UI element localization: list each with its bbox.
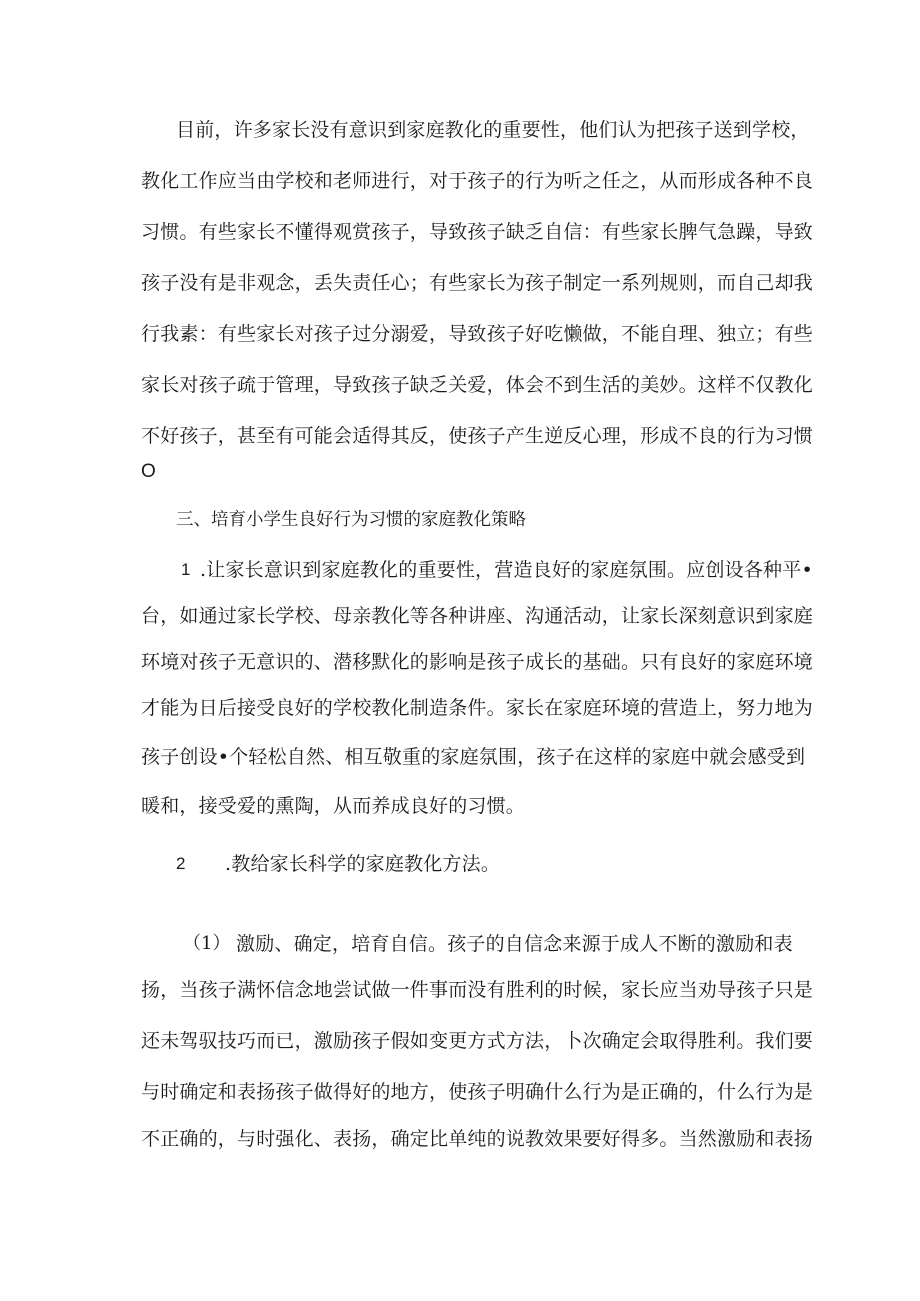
paragraph-line: 激励、确定，培育自信。孩子的自信念来源于成人不断的激励和表 — [236, 933, 793, 955]
item-text: .教给家长科学的家庭教化方法。 — [225, 853, 501, 875]
paragraph-line: 习惯。有些家长不懂得观赏孩子，导致孩子缺乏自信：有些家长脾气急躁，导致 — [141, 221, 814, 243]
paragraph-line: 不好孩子，甚至有可能会适得其反，使孩子产生逆反心理，形成不良的行为习惯 — [141, 425, 814, 447]
paragraph-line: 家长对孩子疏于管理，导致孩子缺乏关爱，体会不到生活的美妙。这样不仅教化 — [141, 374, 814, 396]
paragraph-line: 目前，许多家长没有意识到家庭教化的重要性，他们认为把孩子送到学校， — [176, 119, 810, 141]
paragraph-line: 教化工作应当由学校和老师进行，对于孩子的行为听之任之，从而形成各种不良 — [141, 170, 814, 192]
item-number: （1） — [183, 933, 231, 954]
item-number: 2 — [176, 854, 186, 873]
paragraph-line: 还未驾驭技巧而已，激励孩子假如变更方式方法，卜次确定会取得胜利。我们要 — [141, 1030, 814, 1052]
section-heading: 三、培育小学生良好行为习惯的家庭教化策略 — [176, 510, 526, 530]
paragraph-line: 台，如通过家长学校、母亲教化等各种讲座、沟通活动，让家长深刻意识到家庭 — [141, 605, 814, 627]
item-number: 1 — [181, 560, 191, 579]
paragraph-line: O — [141, 461, 156, 482]
paragraph-line: 不正确的，与时强化、表扬，确定比单纯的说教效果要好得多。当然激励和表扬 — [141, 1128, 814, 1150]
paragraph-line: 与时确定和表扬孩子做得好的地方，使孩子明确什么行为是正确的，什么行为是 — [141, 1081, 814, 1103]
paragraph-line: 扬，当孩子满怀信念地尝试做一件事而没有胜利的时候，家长应当劝导孩子只是 — [141, 979, 814, 1001]
paragraph-line: 行我素：有些家长对孩子过分溺爱，导致孩子好吃懒做，不能自理、独立；有些 — [141, 323, 814, 345]
paragraph-line: 孩子创设•个轻松自然、相互敬重的家庭氛围，孩子在这样的家庭中就会感受到 — [141, 746, 806, 768]
paragraph-line: .让家长意识到家庭教化的重要性，营造良好的家庭氛围。应创设各种平• — [200, 559, 813, 581]
paragraph-line: 环境对孩子无意识的、潜移默化的影响是孩子成长的基础。只有良好的家庭环境 — [141, 651, 814, 673]
paragraph-line: 暖和，接受爱的熏陶，从而养成良好的习惯。 — [141, 795, 526, 817]
paragraph-line: 才能为日后接受良好的学校教化制造条件。家长在家庭环境的营造上，努力地为 — [141, 697, 814, 719]
paragraph-line: 孩子没有是非观念，丢失责任心；有些家长为孩子制定一系列规则，而自己却我 — [141, 272, 814, 294]
